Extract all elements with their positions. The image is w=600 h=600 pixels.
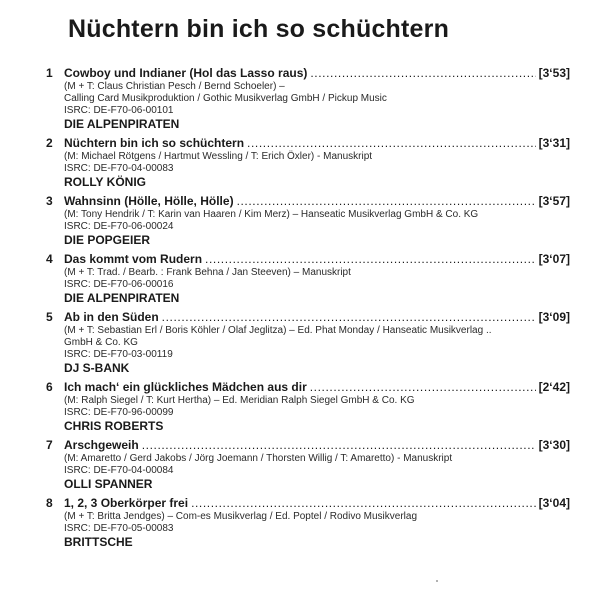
track-duration: [2‘42]	[538, 380, 570, 394]
dot-leader	[247, 136, 536, 151]
dot-leader	[191, 496, 536, 511]
track-isrc: ISRC: DE-F70-04-00084	[64, 465, 174, 476]
page-title: Nüchtern bin ich so schüchtern	[68, 15, 450, 43]
track-title-row	[64, 252, 570, 267]
track-number: 8	[46, 496, 53, 510]
track-number: 2	[46, 136, 53, 150]
track-artist: DIE ALPENPIRATEN	[64, 117, 180, 131]
track-credits: (M + T: Trad. / Bearb. : Frank Behna / Jan Steeven) – Manuskript	[64, 267, 351, 278]
track-title: Arschgeweih	[64, 438, 139, 452]
track-artist: ROLLY KÖNIG	[64, 175, 147, 189]
dot-leader	[142, 438, 536, 453]
track-isrc: ISRC: DE-F70-96-00099	[64, 407, 174, 418]
track-isrc: ISRC: DE-F70-06-00016	[64, 279, 174, 290]
track-number: 5	[46, 310, 53, 324]
track-duration: [3‘53]	[538, 66, 570, 80]
dot-leader	[237, 194, 536, 209]
track-duration: [3‘57]	[538, 194, 570, 208]
track-credits: Calling Card Musikproduktion / Gothic Musikverlag GmbH / Pickup Music	[64, 93, 387, 104]
dot-leader	[205, 252, 536, 267]
track-item	[0, 380, 600, 434]
track-title-row	[64, 310, 570, 325]
track-artist: DJ S-BANK	[64, 361, 130, 375]
track-number: 3	[46, 194, 53, 208]
track-credits: GmbH & Co. KG	[64, 337, 138, 348]
track-credits: (M + T: Claus Christian Pesch / Bernd Schoeler) –	[64, 81, 285, 92]
track-duration: [3‘30]	[538, 438, 570, 452]
track-isrc: ISRC: DE-F70-04-00083	[64, 163, 174, 174]
track-title: Wahnsinn (Hölle, Hölle, Hölle)	[64, 194, 234, 208]
track-title-row	[64, 66, 570, 81]
track-isrc: ISRC: DE-F70-06-00024	[64, 221, 174, 232]
dot-leader	[310, 66, 535, 81]
track-item	[0, 66, 600, 132]
track-artist: OLLI SPANNER	[64, 477, 153, 491]
track-credits: (M + T: Britta Jendges) – Com-es Musikverlag / Ed. Poptel / Rodivo Musikverlag	[64, 511, 418, 522]
track-title-row	[64, 136, 570, 151]
track-artist: DIE ALPENPIRATEN	[64, 291, 180, 305]
track-title: Ab in den Süden	[64, 310, 159, 324]
track-number: 4	[46, 252, 53, 266]
track-number: 6	[46, 380, 53, 394]
track-item	[0, 310, 600, 376]
track-title-row	[64, 194, 570, 209]
track-item	[0, 252, 600, 306]
track-artist: BRITTSCHE	[64, 535, 133, 549]
track-item	[0, 496, 600, 550]
track-isrc: ISRC: DE-F70-03-00119	[64, 349, 173, 360]
track-title: Das kommt vom Rudern	[64, 252, 203, 266]
track-item	[0, 194, 600, 248]
track-item	[0, 438, 600, 492]
track-title: Cowboy und Indianer (Hol das Lasso raus)	[64, 66, 308, 80]
track-artist: DIE POPGEIER	[64, 233, 151, 247]
dot-leader	[162, 310, 536, 325]
track-title-row	[64, 438, 570, 453]
track-duration: [3‘31]	[538, 136, 570, 150]
track-title-row	[64, 380, 570, 395]
tracklist	[0, 66, 600, 554]
track-credits: (M: Tony Hendrik / T: Karin van Haaren / Kim Merz) – Hanseatic Musikverlag GmbH & Co. KG	[64, 209, 479, 220]
paper-speck	[436, 580, 438, 582]
track-number: 1	[46, 66, 53, 80]
track-title: 1, 2, 3 Oberkörper frei	[64, 496, 189, 510]
track-credits: (M: Michael Rötgens / Hartmut Wessling / T: Erich Öxler) - Manuskript	[64, 151, 373, 162]
track-duration: [3‘07]	[538, 252, 570, 266]
track-credits: (M: Ralph Siegel / T: Kurt Hertha) – Ed. Meridian Ralph Siegel GmbH & Co. KG	[64, 395, 415, 406]
track-duration: [3‘09]	[538, 310, 570, 324]
track-title-row	[64, 496, 570, 511]
track-credits: (M + T: Sebastian Erl / Boris Köhler / Olaf Jeglitza) – Ed. Phat Monday / Hanseatic Musikverlag ..	[64, 325, 492, 336]
dot-leader	[310, 380, 536, 395]
track-isrc: ISRC: DE-F70-06-00101	[64, 105, 174, 116]
track-duration: [3‘04]	[538, 496, 570, 510]
track-number: 7	[46, 438, 53, 452]
track-isrc: ISRC: DE-F70-05-00083	[64, 523, 174, 534]
track-item	[0, 136, 600, 190]
track-title: Ich mach‘ ein glückliches Mädchen aus dir	[64, 380, 307, 394]
track-artist: CHRIS ROBERTS	[64, 419, 164, 433]
track-title: Nüchtern bin ich so schüchtern	[64, 136, 245, 150]
track-credits: (M: Amaretto / Gerd Jakobs / Jörg Joemann / Thorsten Willig / T: Amaretto) - Manuskript	[64, 453, 453, 464]
